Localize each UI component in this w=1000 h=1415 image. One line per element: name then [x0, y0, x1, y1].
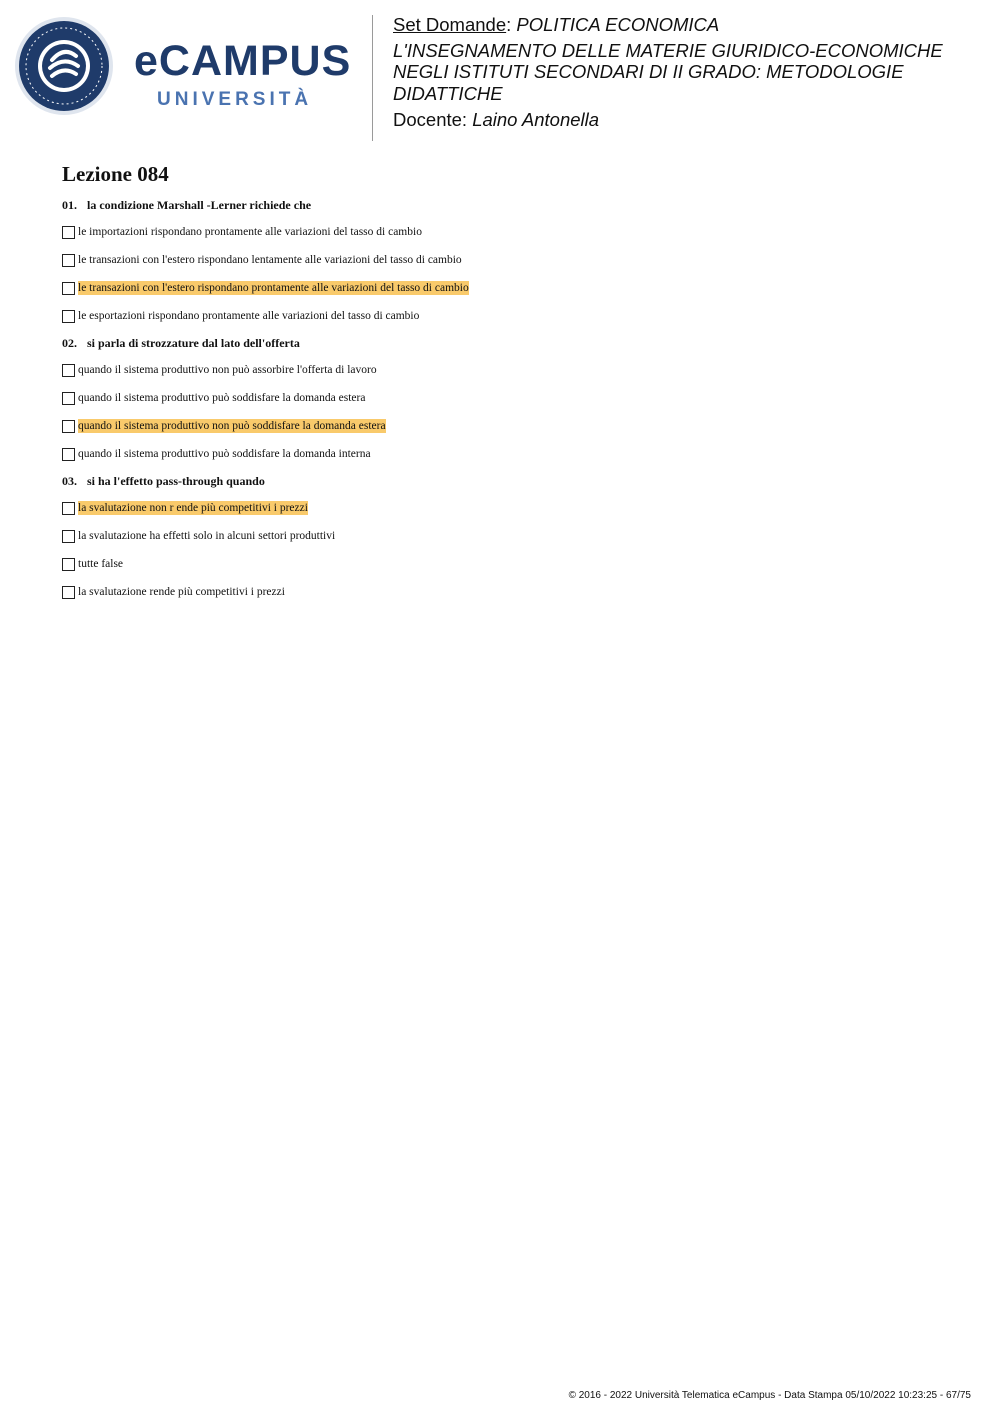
header-info [393, 14, 983, 131]
question-text [62, 336, 942, 350]
answer-text-highlighted: le transazioni con l'estero rispondano prontamente alle variazioni del tasso di cambio [78, 282, 469, 294]
answer-checkbox[interactable] [62, 310, 75, 323]
answer-checkbox[interactable] [62, 448, 75, 461]
teacher-label: Docente [393, 109, 462, 130]
question-label: la condizione Marshall -Lerner richiede che [87, 198, 312, 212]
answer-option[interactable] [62, 446, 942, 462]
answer-checkbox[interactable] [62, 558, 75, 571]
set-value: POLITICA ECONOMICA [516, 14, 720, 35]
course-title: L'INSEGNAMENTO DELLE MATERIE GIURIDICO-ECONOMICHE NEGLI ISTITUTI SECONDARI DI II GRADO: METODOLOGIE DIDATTICHE [393, 39, 943, 104]
answer-text: la svalutazione rende più competitivi i prezzi [78, 586, 285, 598]
page-footer: © 2016 - 2022 Università Telematica eCampus - Data Stampa 05/10/2022 10:23:25 - 67/75 [568, 1390, 971, 1401]
answer-text: la svalutazione ha effetti solo in alcuni settori produttivi [78, 530, 336, 542]
answer-checkbox[interactable] [62, 364, 75, 377]
answer-checkbox[interactable] [62, 226, 75, 239]
answer-text: le transazioni con l'estero rispondano lentamente alle variazioni del tasso di cambio [78, 254, 462, 266]
logo-subtitle: UNIVERSITÀ [157, 89, 313, 110]
logo-wordmark: eCAMPUS [134, 37, 352, 85]
answer-checkbox[interactable] [62, 392, 75, 405]
header-divider [372, 15, 373, 141]
answer-option[interactable] [62, 308, 942, 324]
answer-option[interactable] [62, 362, 942, 378]
question-text [62, 198, 942, 212]
question-block [62, 336, 942, 462]
answer-text: quando il sistema produttivo può soddisfare la domanda interna [78, 448, 371, 460]
question-label: si ha l'effetto pass-through quando [87, 474, 265, 488]
question-block [62, 198, 942, 324]
teacher-line: Docente: Laino Antonella [393, 109, 600, 130]
answer-checkbox[interactable] [62, 254, 75, 267]
answer-checkbox[interactable] [62, 530, 75, 543]
answer-checkbox[interactable] [62, 586, 75, 599]
answer-checkbox[interactable] [62, 420, 75, 433]
answer-text: le importazioni rispondano prontamente alle variazioni del tasso di cambio [78, 226, 422, 238]
set-line: Set Domande: POLITICA ECONOMICA [393, 14, 720, 35]
answer-text: quando il sistema produttivo non può assorbire l'offerta di lavoro [78, 364, 377, 376]
answer-text-highlighted: la svalutazione non r ende più competitivi i prezzi [78, 502, 308, 514]
answer-option[interactable] [62, 584, 942, 600]
question-number: 01. [62, 198, 77, 212]
answer-option[interactable] [62, 252, 942, 268]
answer-checkbox[interactable] [62, 502, 75, 515]
answer-text: quando il sistema produttivo può soddisfare la domanda estera [78, 392, 366, 404]
answer-option[interactable] [62, 224, 942, 240]
answer-option-highlighted[interactable] [62, 280, 942, 296]
page-header [0, 0, 1000, 150]
lesson-content [62, 160, 942, 612]
question-label: si parla di strozzature dal lato dell'offerta [87, 336, 300, 350]
ecampus-logo [14, 14, 359, 118]
answer-option-highlighted[interactable] [62, 500, 942, 516]
question-number: 02. [62, 336, 77, 350]
answer-text: tutte false [78, 558, 124, 570]
teacher-name: Laino Antonella [472, 109, 600, 130]
answer-option[interactable] [62, 390, 942, 406]
set-label: Set Domande [393, 14, 507, 35]
lesson-title: Lezione 084 [62, 162, 169, 186]
answer-text-highlighted: quando il sistema produttivo non può soddisfare la domanda estera [78, 420, 386, 432]
answer-checkbox[interactable] [62, 282, 75, 295]
answer-text: le esportazioni rispondano prontamente alle variazioni del tasso di cambio [78, 310, 420, 322]
question-block [62, 474, 942, 600]
question-number: 03. [62, 474, 77, 488]
answer-option[interactable] [62, 556, 942, 572]
question-text [62, 474, 942, 488]
answer-option-highlighted[interactable] [62, 418, 942, 434]
university-seal-icon [14, 16, 114, 116]
answer-option[interactable] [62, 528, 942, 544]
